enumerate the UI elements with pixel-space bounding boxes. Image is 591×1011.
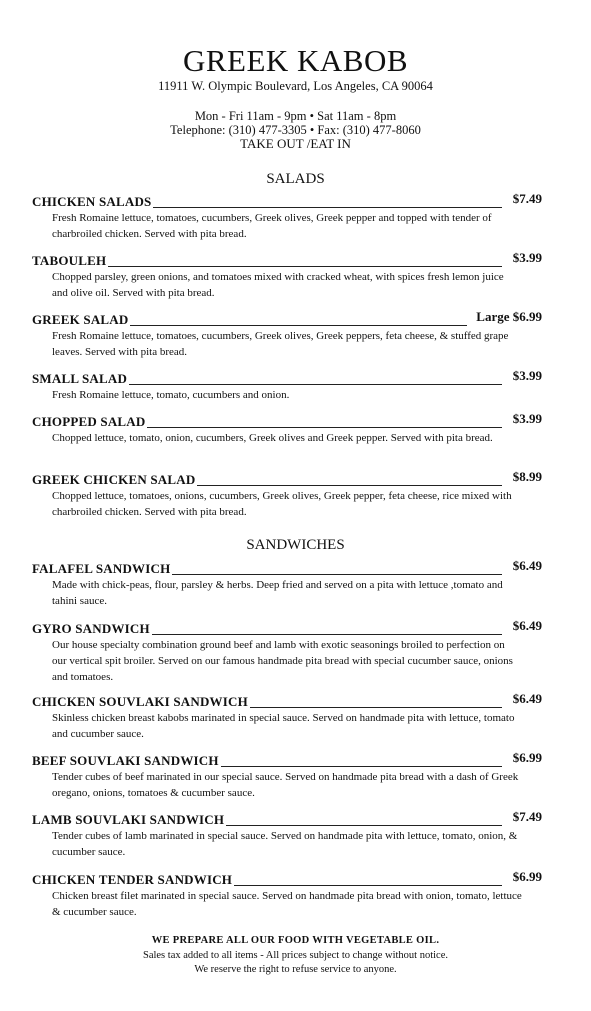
item-name: GYRO SANDWICH [32,621,150,636]
item-description: Fresh Romaine lettuce, tomato, cucumbers and onion. [52,389,290,401]
menu-item [32,558,542,609]
item-name: CHOPPED SALAD [32,414,146,429]
item-description: Chopped parsley, green onions, and tomatoes mixed with cracked wheat, with spices fresh lemon juice and olive oil. Served with pita bread. [52,271,504,299]
item-price: $8.99 [512,469,542,484]
item-description: Our house specialty combination ground beef and lamb with exotic seasonings broiled to perfection on our vertical spit broiler. Served on our famous handmade pita bread with special cucumber sauce, onions and tomatoes. [52,639,513,683]
item-name: LAMB SOUVLAKI SANDWICH [32,812,225,827]
section-heading-salads: SALADS [266,171,325,187]
item-name: CHICKEN SALADS [32,194,152,209]
item-description: Skinless chicken breast kabobs marinated in special sauce. Served on handmade pita with lettuce, tomato and cucumber sauce. [52,712,515,740]
item-description: Fresh Romaine lettuce, tomatoes, cucumbers, Greek olives, Greek peppers, feta cheese, & stuffed grape leaves. Served with pita bread. [52,330,509,358]
footer-note-refuse: We reserve the right to refuse service to anyone. [194,964,397,975]
item-price: $6.99 [512,750,542,765]
menu-item [32,469,542,520]
item-price: $3.99 [512,411,542,426]
menu-item [32,191,542,242]
item-description: Chopped lettuce, tomatoes, onions, cucumbers, Greek olives, Greek pepper, feta cheese, rice mixed with charbroiled chicken. Served with pita bread. [52,490,512,518]
item-name: FALAFEL SANDWICH [32,561,171,576]
item-price: $6.49 [512,618,542,633]
item-name: CHICKEN SOUVLAKI SANDWICH [32,694,248,709]
item-name: SMALL SALAD [32,371,128,386]
item-price: $6.49 [512,691,542,706]
item-description: Fresh Romaine lettuce, tomatoes, cucumbers, Greek olives, Greek pepper and topped with tender of charbroiled chicken. Served with pita bread. [52,212,492,240]
item-name: GREEK CHICKEN SALAD [32,472,196,487]
menu-item [32,250,542,301]
restaurant-address: 11911 W. Olympic Boulevard, Los Angeles, CA 90064 [158,79,433,93]
item-description: Tender cubes of beef marinated in our special sauce. Served on handmade pita bread with a dash of Greek oregano, onions, tomatoes & cucumber sauce. [52,771,519,799]
menu-item [32,691,542,742]
item-name: TABOULEH [32,253,107,268]
opening-hours: Mon - Fri 11am - 9pm • Sat 11am - 8pm [194,109,397,123]
menu-item [32,309,542,360]
menu-item [32,869,542,920]
item-price: $3.99 [512,250,542,265]
menu-item [32,750,542,801]
item-price: $6.49 [512,558,542,573]
menu-item [32,809,542,860]
item-name: BEEF SOUVLAKI SANDWICH [32,753,219,768]
item-description: Chopped lettuce, tomato, onion, cucumbers, Greek olives and Greek pepper. Served with pita bread. [52,432,493,444]
restaurant-name: GREEK KABOB [182,43,409,78]
item-description: Tender cubes of lamb marinated in special sauce. Served on handmade pita with lettuce, tomato, onion, & cucumber sauce. [52,830,518,858]
menu-item [32,368,542,403]
section-heading-sandwiches: SANDWICHES [246,537,345,553]
item-price: Large $6.99 [476,309,542,324]
footer-note-oil: WE PREPARE ALL OUR FOOD WITH VEGETABLE OIL. [151,935,440,946]
item-price: $3.99 [512,368,542,383]
footer-note-tax: Sales tax added to all items - All prices subject to change without notice. [142,950,448,961]
item-description: Made with chick-peas, flour, parsley & herbs. Deep fried and served on a pita with lettuce ,tomato and tahini sauce. [52,579,503,607]
service-type: TAKE OUT /EAT IN [240,136,351,151]
item-name: GREEK SALAD [32,312,129,327]
item-price: $7.49 [512,191,542,206]
item-price: $7.49 [512,809,542,824]
item-name: CHICKEN TENDER SANDWICH [32,872,233,887]
item-price: $6.99 [512,869,542,884]
item-description: Chicken breast filet marinated in special sauce. Served on handmade pita bread with onion, tomato, lettuce & cucumber sauce. [52,890,522,918]
menu-item [32,618,542,685]
contact-phone: Telephone: (310) 477-3305 • Fax: (310) 477-8060 [170,123,421,137]
menu-item [32,411,542,446]
